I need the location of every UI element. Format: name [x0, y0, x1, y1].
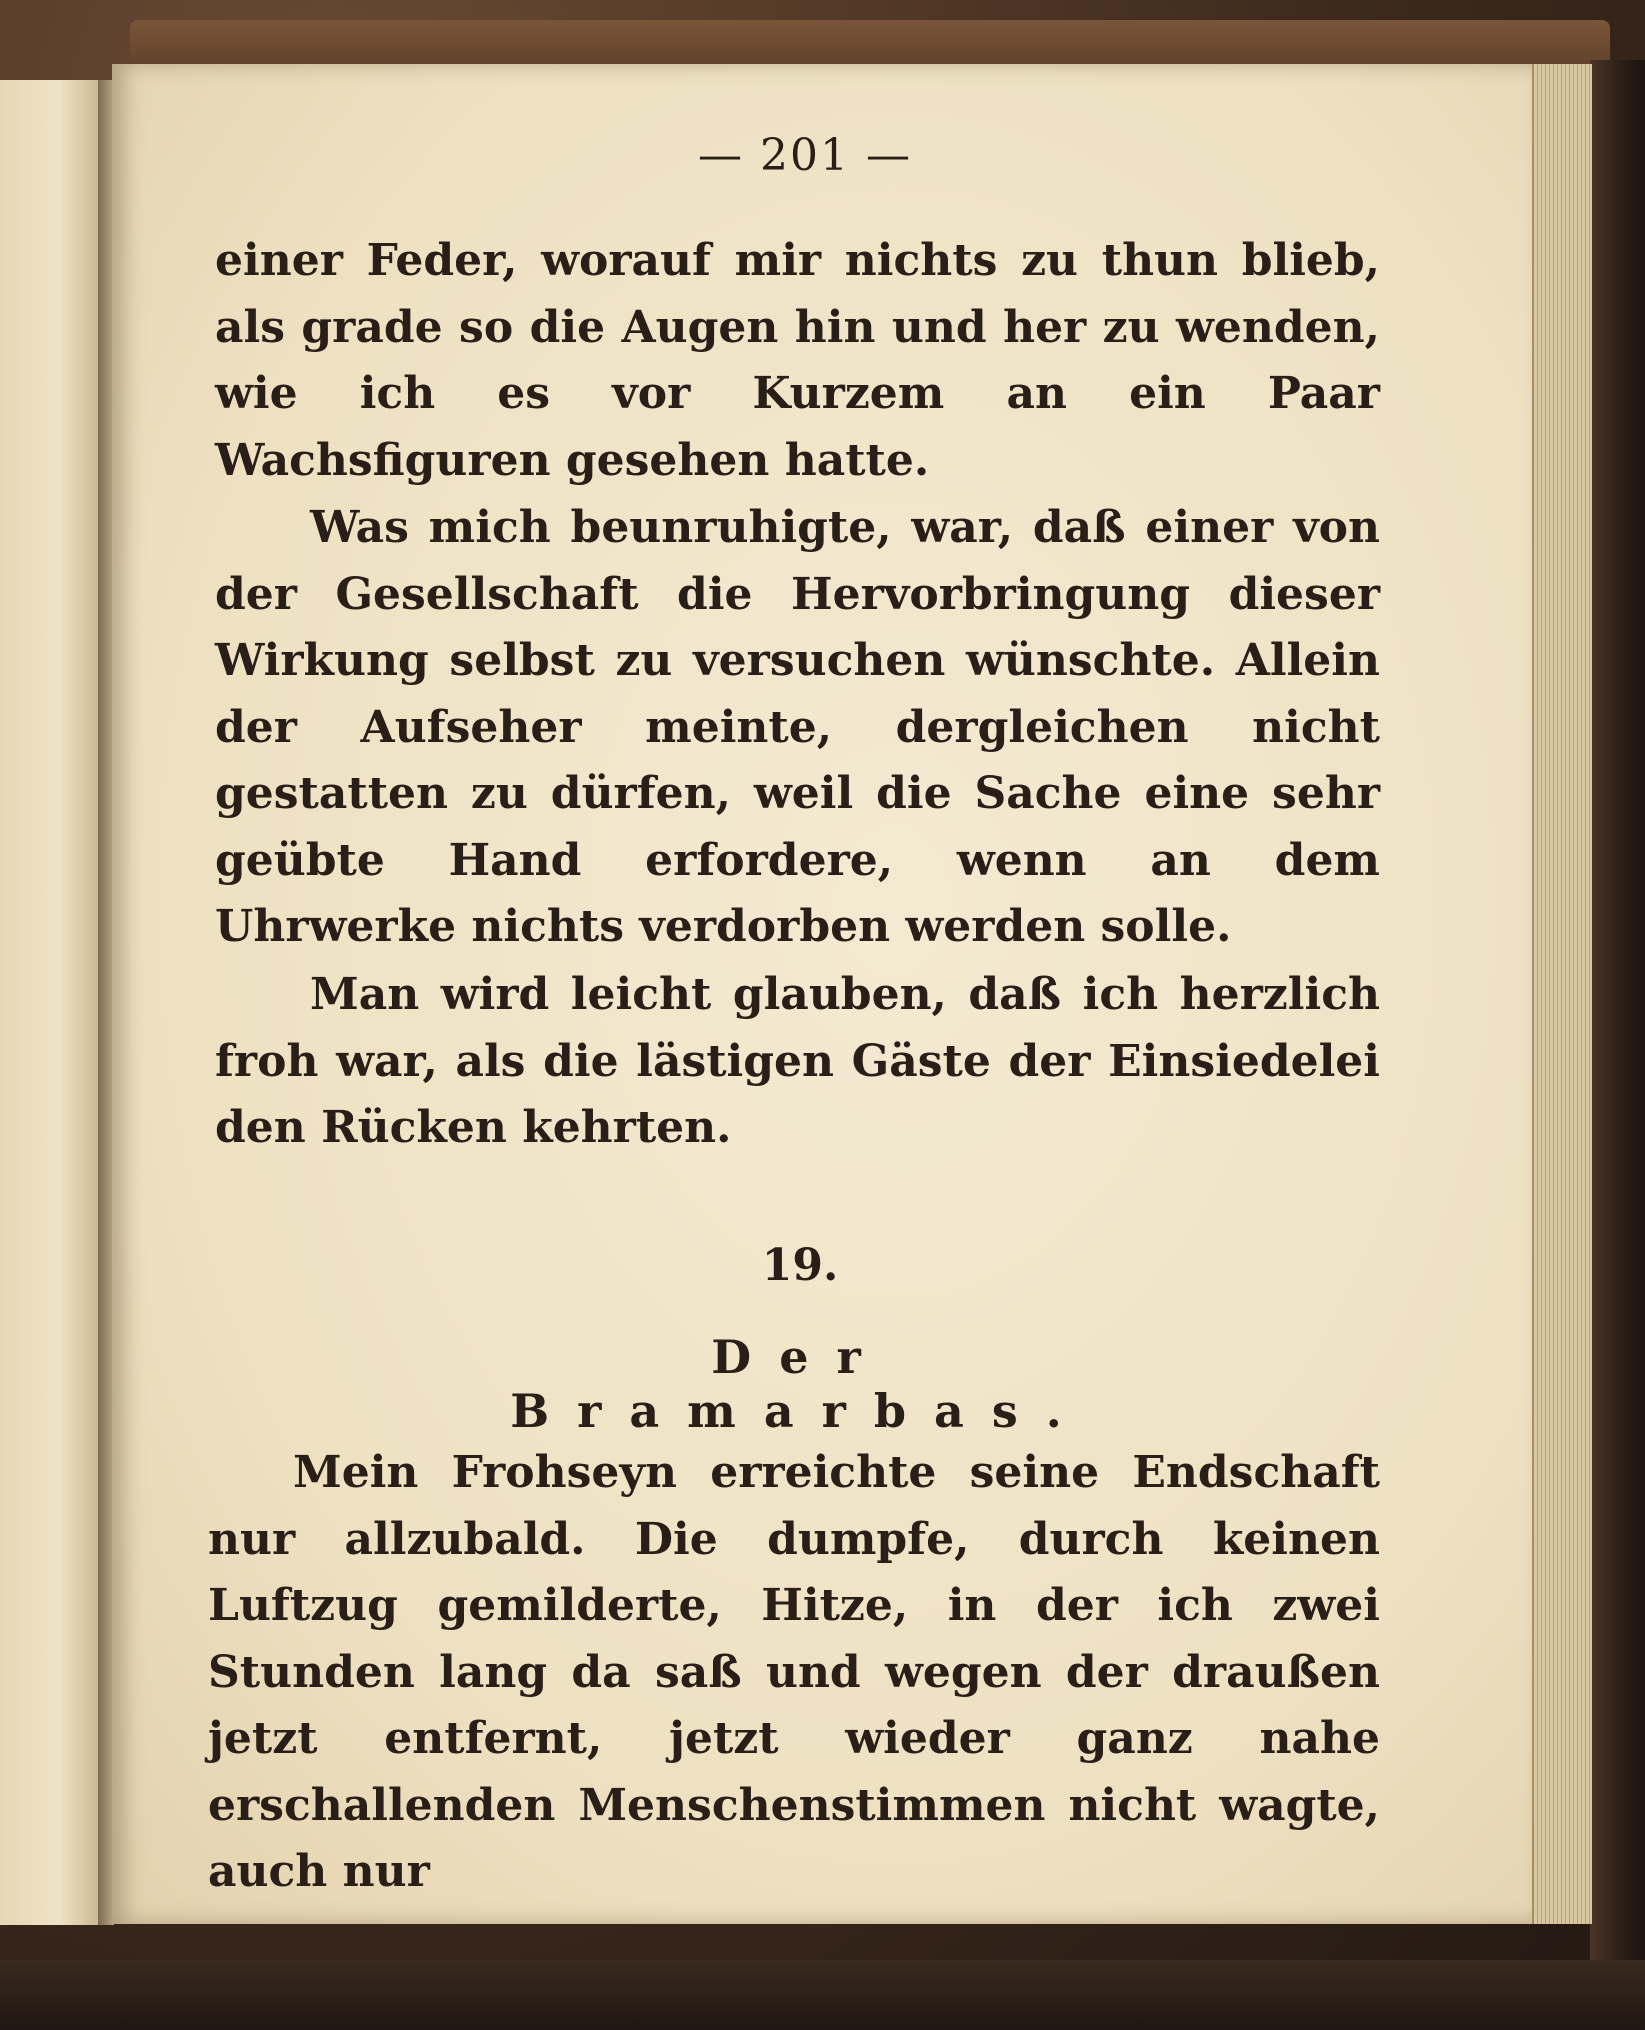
facing-page	[0, 80, 100, 1925]
cover-right-edge	[1590, 60, 1645, 2000]
chapter-number: 19.	[761, 1240, 839, 1291]
paragraph-2: Was mich beunruhigte, war, daß einer von der Gesellschaft die Hervorbringung dieser Wirkung selbst zu versuchen wünschte. Allein der Aufseher meinte, dergleichen nicht gestatten zu dürfen, weil die Sache eine sehr geübte Hand erfordere, wenn an dem Uhrwerke nichts verdorben werden solle.	[215, 502, 1380, 952]
page-edge-stack	[1532, 64, 1592, 1924]
chapter-first-paragraph: Mein Frohseyn erreichte seine Endschaft nur allzubald. Die dumpfe, durch keinen Luftzug gemilderte, Hitze, in der ich zwei Stunden lang da saß und wegen der draußen jetzt entfernt, jetzt wieder ganz nahe erschallenden Menschenstimmen nicht wagte, auch nur	[208, 1447, 1380, 1897]
paragraph-1: einer Feder, worauf mir nichts zu thun blieb, als grade so die Augen hin und her zu wenden, wie ich es vor Kurzem an ein Paar Wachsfiguren gesehen hatte.	[215, 235, 1380, 486]
cover-bottom-edge	[0, 1960, 1645, 2030]
paragraph-3: Man wird leicht glauben, daß ich herzlich froh war, als die lästigen Gäste der Einsiedelei den Rücken kehrten.	[215, 969, 1380, 1153]
page-number: — 201 —	[698, 130, 912, 181]
chapter-title: Der Bramarbas.	[510, 1330, 1090, 1438]
